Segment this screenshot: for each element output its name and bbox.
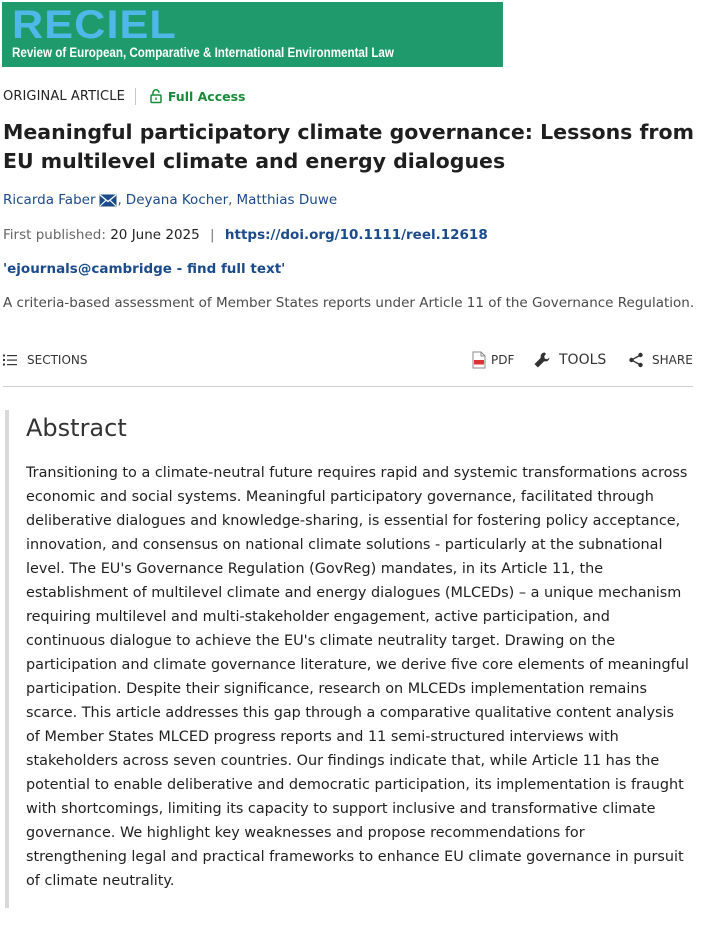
article-subtitle: A criteria-based assessment of Member States reports under Article 11 of the Governance Regulation. <box>3 295 695 311</box>
author-separator: , <box>117 192 122 208</box>
journal-banner[interactable] <box>2 2 503 67</box>
author-link[interactable]: Ricarda Faber <box>3 192 96 208</box>
lock-open-icon <box>148 88 164 104</box>
abstract-text: Transitioning to a climate-neutral future requires rapid and systemic transformations across economic and social systems. Meaningful participatory governance, facilitated through deliberative dialogues and knowledge-sharing, is essential for fostering policy acceptance, innovation, and consensus on national climate solutions - particularly at the subnational level. The EU's Governance Regulation (GovReg) mandates, in its Article 11, the establishment of multilevel climate and energy dialogues (MLCEDs) – a unique mechanism requiring multilevel and multi-stakeholder engagement, active participation, and continuous dialogue to achieve the EU's climate neutrality target. Drawing on the participation and climate governance literature, we derive five core elements of meaningful participation. Despite their significance, research on MLCEDs implementation remains scarce. This article addresses this gap through a comparative qualitative content analysis of Member States MLCED progress reports and 11 semi-structured interviews with stakeholders across seven countries. Our findings indicate that, while Article 11 has the potential to enable deliberative and democratic participation, its implementation is fraught with shortcomings, limiting its capacity to support inclusive and transformative climate governance. We highlight key weaknesses and propose recommendations for strengthening legal and practical frameworks to enhance EU climate governance in pursuit of climate neutrality. <box>26 465 689 889</box>
article-meta-row <box>3 85 245 107</box>
share-icon <box>628 352 644 368</box>
publication-info <box>3 225 488 245</box>
toolbar-divider <box>3 386 693 387</box>
list-icon <box>3 354 17 366</box>
pub-separator: | <box>210 227 215 243</box>
wrench-icon <box>533 351 551 369</box>
doi-link[interactable]: https://doi.org/10.1111/reel.12618 <box>224 227 488 243</box>
author-list <box>3 190 337 210</box>
share-label: SHARE <box>652 353 693 367</box>
pdf-button[interactable] <box>472 347 514 373</box>
share-button[interactable] <box>628 347 693 373</box>
article-title: Meaningful participatory climate governance: Lessons from EU multilevel climate and energy dialogues <box>3 120 694 173</box>
pdf-label: PDF <box>491 353 515 367</box>
article-type: ORIGINAL ARTICLE <box>3 88 125 104</box>
author-link[interactable]: Matthias Duwe <box>236 192 338 208</box>
author-link[interactable]: Deyana Kocher <box>125 192 229 208</box>
abstract-heading: Abstract <box>26 414 127 442</box>
full-access-label: Full Access <box>167 88 246 104</box>
ejournals-find-full-text-link[interactable]: 'ejournals@cambridge - find full text' <box>3 261 286 277</box>
journal-full-name: Review of European, Comparative & International Environmental Law <box>12 45 394 60</box>
envelope-icon[interactable] <box>99 194 117 207</box>
sections-label: SECTIONS <box>27 353 88 367</box>
meta-divider <box>135 88 136 105</box>
author-separator: , <box>228 192 233 208</box>
pdf-file-icon <box>472 351 486 369</box>
tools-button[interactable] <box>533 347 606 373</box>
abstract-section <box>5 410 689 908</box>
first-published-date: 20 June 2025 <box>110 227 200 243</box>
article-toolbar <box>3 347 693 373</box>
journal-logo-text: RECIEL <box>12 3 177 47</box>
sections-button[interactable] <box>3 347 88 373</box>
tools-label: TOOLS <box>559 352 607 368</box>
first-published-label: First published: <box>3 227 106 243</box>
